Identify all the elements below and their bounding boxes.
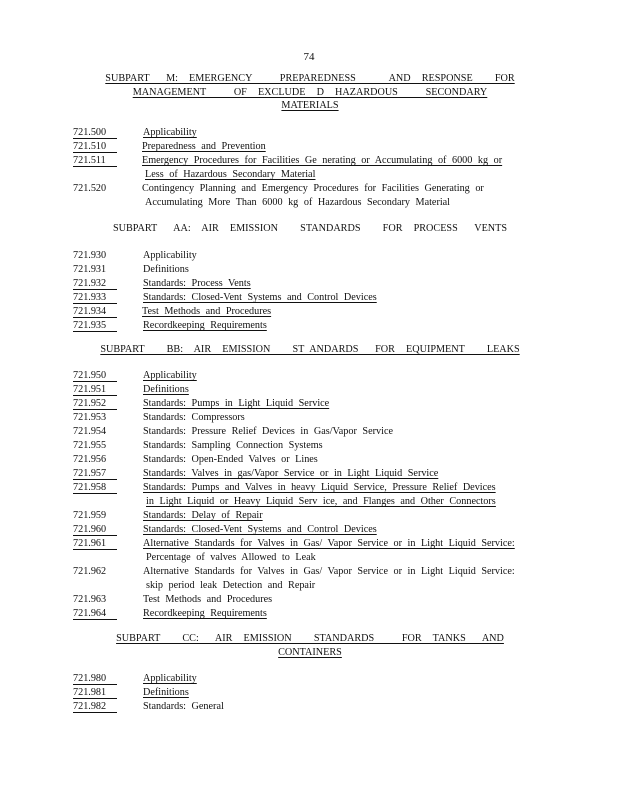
section-number: 721.952 xyxy=(73,397,117,410)
toc-row[interactable] xyxy=(73,425,543,439)
section-number: 721.961 xyxy=(73,537,117,550)
section-title: Preparedness and Prevention xyxy=(142,141,266,152)
section-title: Recordkeeping Requirements xyxy=(143,320,267,331)
section-title: Standards: Pumps in Light Liquid Service xyxy=(143,398,330,409)
section-number: 721.520 xyxy=(73,183,107,194)
section-number: 721.933 xyxy=(73,291,117,304)
page-number: 74 xyxy=(303,51,315,63)
section-title: Standards: Delay of Repair xyxy=(143,510,263,521)
section-title: Standards: Open-Ended Valves or Lines xyxy=(143,454,318,465)
subpart-m-heading-line-2: MANAGEMENT OF EXCLUDE D HAZARDOUS SECONDARY xyxy=(132,86,488,98)
section-number: 721.964 xyxy=(73,607,117,620)
section-number: 721.500 xyxy=(73,126,117,139)
section-number: 721.934 xyxy=(73,305,117,318)
section-number: 721.956 xyxy=(73,454,107,465)
section-title: Standards: General xyxy=(143,701,224,712)
subpart-m-heading-line-1: SUBPART M: EMERGENCY PREPAREDNESS AND RESPONSE FOR xyxy=(105,73,515,84)
section-title: Standards: Closed-Vent Systems and Control Devices xyxy=(143,292,377,303)
section-number: 721.951 xyxy=(73,383,117,396)
section-title: Contingency Planning and Emergency Procedures for Facilities Generating or Accumulating More Than 6000 kg of Hazardous Secondary Material xyxy=(142,183,484,208)
section-number: 721.932 xyxy=(73,277,117,290)
toc-row[interactable] xyxy=(73,565,543,593)
toc-row[interactable] xyxy=(73,607,543,621)
toc-row[interactable] xyxy=(73,397,543,411)
toc-row[interactable] xyxy=(73,126,543,140)
subpart-cc-heading-line-1: SUBPART CC: AIR EMISSION STANDARDS FOR TANKS AND xyxy=(116,633,504,644)
section-number: 721.935 xyxy=(73,319,117,332)
section-number: 721.931 xyxy=(73,264,107,275)
toc-row[interactable] xyxy=(73,154,543,182)
section-title: Applicability xyxy=(143,250,197,261)
toc-row[interactable] xyxy=(73,509,543,523)
section-title: Applicability xyxy=(143,127,197,138)
toc-row[interactable] xyxy=(73,672,543,686)
section-number: 721.953 xyxy=(73,412,107,423)
toc-row[interactable] xyxy=(73,182,543,210)
toc-row[interactable] xyxy=(73,481,543,509)
section-title: Standards: Valves in gas/Vapor Service or in Light Liquid Service xyxy=(143,468,439,479)
section-number: 721.962 xyxy=(73,566,107,577)
subpart-aa-heading-text: SUBPART AA: AIR EMISSION STANDARDS FOR PROCESS VENTS xyxy=(112,223,508,234)
section-number: 721.510 xyxy=(73,140,117,153)
toc-row[interactable] xyxy=(73,305,543,319)
section-number: 721.982 xyxy=(73,700,117,713)
section-number: 721.511 xyxy=(73,154,117,167)
toc-row[interactable] xyxy=(73,411,543,425)
toc-row[interactable] xyxy=(73,263,543,277)
section-number: 721.950 xyxy=(73,369,117,382)
section-number: 721.980 xyxy=(73,672,117,685)
toc-row[interactable] xyxy=(73,291,543,305)
section-number: 721.955 xyxy=(73,440,107,451)
section-title: Standards: Compressors xyxy=(143,412,245,423)
section-number: 721.960 xyxy=(73,523,117,536)
section-title: Test Methods and Procedures xyxy=(143,594,273,605)
subpart-bb-heading-text: SUBPART BB: AIR EMISSION ST ANDARDS FOR EQUIPMENT LEAKS xyxy=(100,344,520,355)
toc-row[interactable] xyxy=(73,277,543,291)
section-number: 721.930 xyxy=(73,250,107,261)
subpart-bb-heading xyxy=(100,343,520,357)
subpart-cc-heading-line-2: CONTAINERS xyxy=(278,646,342,658)
section-title: Recordkeeping Requirements xyxy=(143,608,267,619)
section-title: Applicability xyxy=(143,673,197,684)
section-number: 721.954 xyxy=(73,426,107,437)
toc-row[interactable] xyxy=(73,249,543,263)
section-number: 721.981 xyxy=(73,686,117,699)
section-title: Standards: Closed-Vent Systems and Control Devices xyxy=(143,524,377,535)
toc-row[interactable] xyxy=(73,319,543,333)
subpart-cc-heading xyxy=(100,632,520,659)
section-title: Emergency Procedures for Facilities Ge nerating or Accumulating of 6000 kg or Less of Hazardous Secondary Material xyxy=(142,155,503,180)
section-number: 721.958 xyxy=(73,481,117,494)
toc-row[interactable] xyxy=(73,686,543,700)
section-title: Definitions xyxy=(143,384,189,395)
section-title: Definitions xyxy=(143,264,189,275)
section-title: Definitions xyxy=(143,687,189,698)
section-title: Standards: Pressure Relief Devices in Gas/Vapor Service xyxy=(143,426,393,437)
section-title: Applicability xyxy=(143,370,197,381)
section-title: Standards: Sampling Connection Systems xyxy=(143,440,323,451)
section-title: Standards: Process Vents xyxy=(143,278,251,289)
toc-row[interactable] xyxy=(73,523,543,537)
toc-row[interactable] xyxy=(73,537,543,565)
toc-row[interactable] xyxy=(73,383,543,397)
section-number: 721.959 xyxy=(73,510,107,521)
toc-row[interactable] xyxy=(73,140,543,154)
toc-row[interactable] xyxy=(73,453,543,467)
toc-row[interactable] xyxy=(73,369,543,383)
section-title: Standards: Pumps and Valves in heavy Liquid Service, Pressure Relief Devices in Light Liquid or Heavy Liquid Serv ice, and Flanges and Other Connectors xyxy=(143,482,496,507)
subpart-m-heading xyxy=(100,72,520,113)
toc-row[interactable] xyxy=(73,467,543,481)
toc-row[interactable] xyxy=(73,439,543,453)
section-title: Test Methods and Procedures xyxy=(142,306,272,317)
toc-row[interactable] xyxy=(73,593,543,607)
section-title: Alternative Standards for Valves in Gas/ Vapor Service or in Light Liquid Service: Percentage of valves Allowed to Leak xyxy=(143,538,515,563)
section-title: Alternative Standards for Valves in Gas/ Vapor Service or in Light Liquid Service: skip period leak Detection and Repair xyxy=(143,566,515,591)
section-number: 721.957 xyxy=(73,467,117,480)
toc-row[interactable] xyxy=(73,700,543,714)
subpart-m-heading-line-3: MATERIALS xyxy=(281,100,339,111)
subpart-aa-heading xyxy=(100,222,520,236)
section-number: 721.963 xyxy=(73,594,107,605)
